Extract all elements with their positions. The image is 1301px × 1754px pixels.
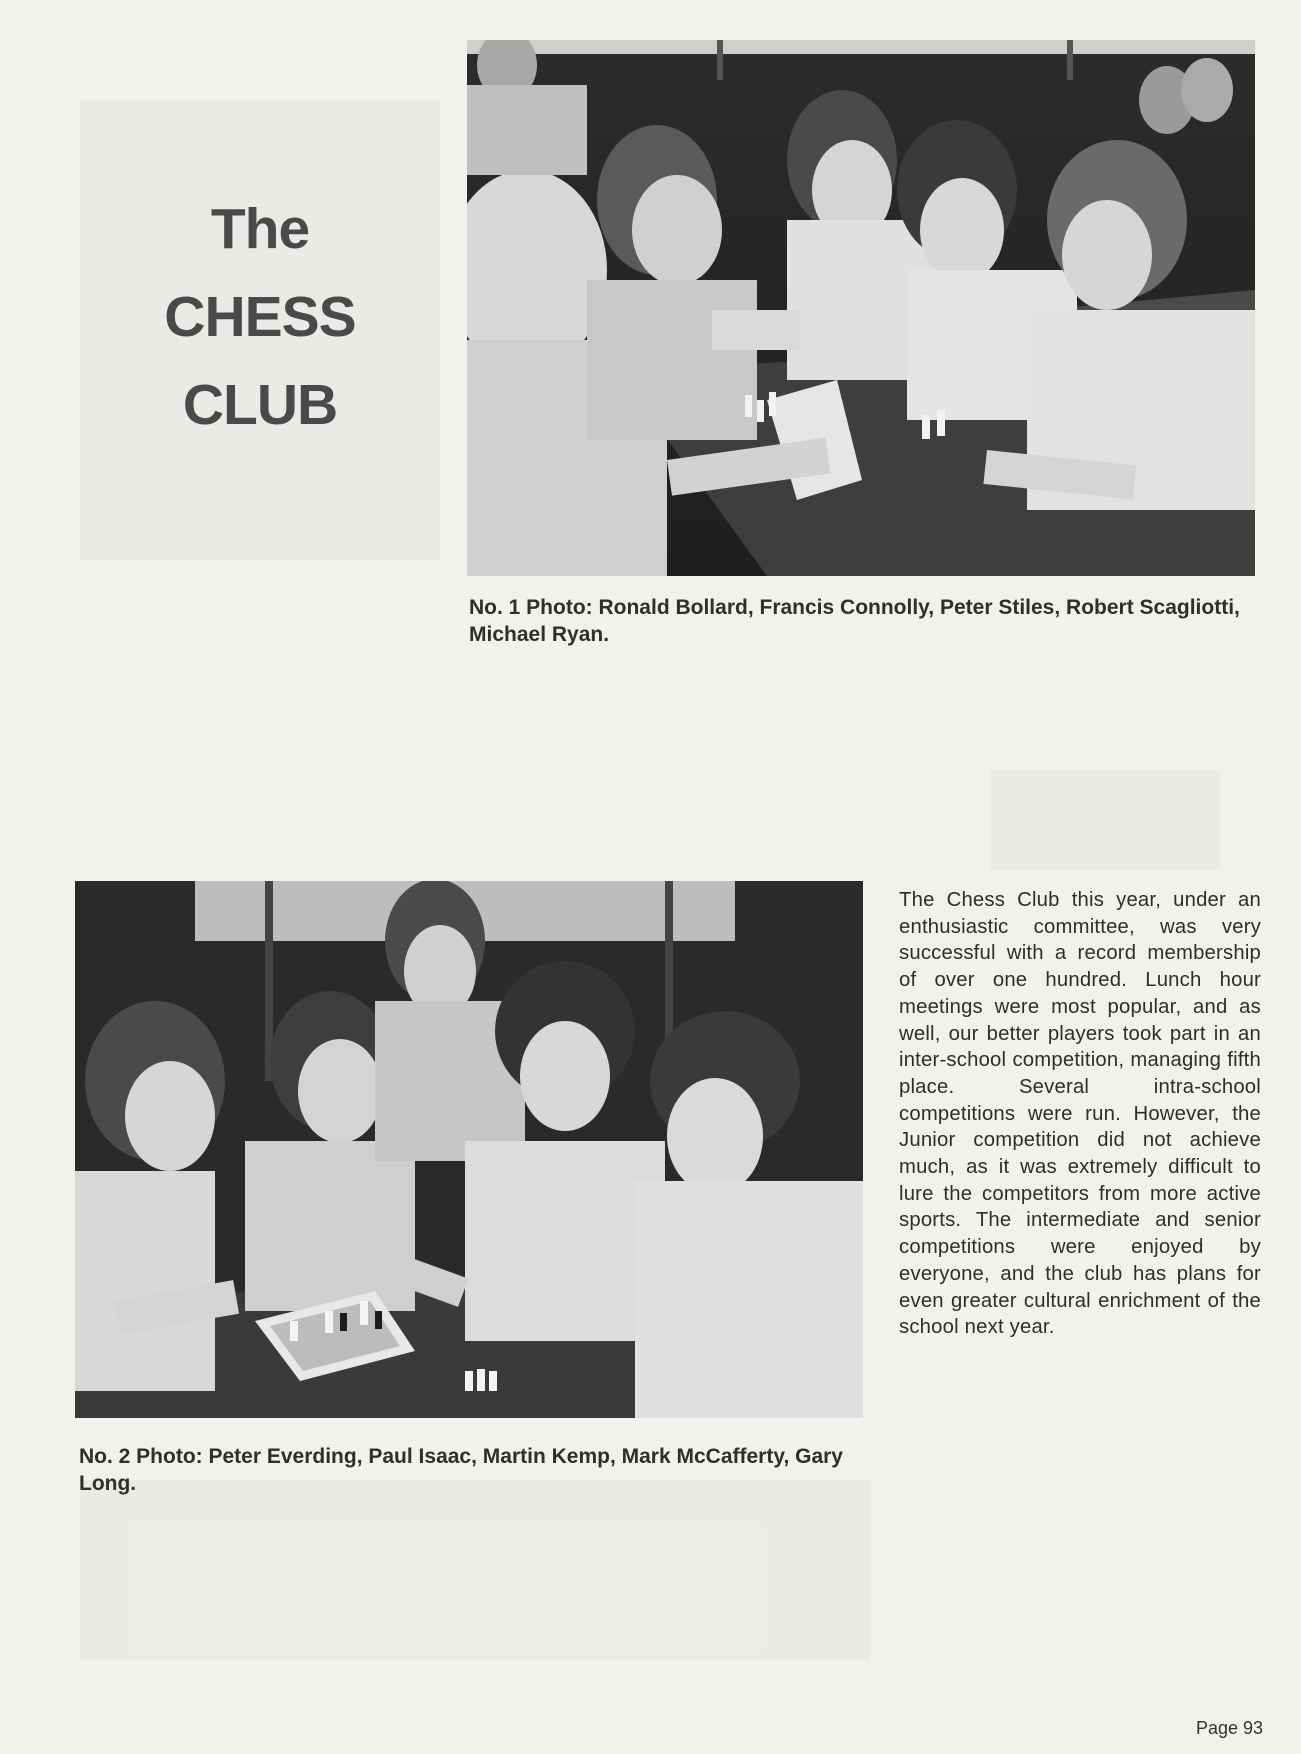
bleed-through-block xyxy=(990,770,1220,870)
article-body: The Chess Club this year, under an enthusiastic committee, was very successful with a record membership of over one hundred. Lunch hour meetings were most popular, and as well, our better players took part in an inter-school competition, managing fifth place. Several intra-school competitions were run. However, the Junior competition did not achieve much, as it was extremely difficult to lure the competitors from more active sports. The intermediate and senior competitions were enjoyed by everyone, and the club has plans for even greater cultural enrichment of the school next year. xyxy=(899,889,1261,1339)
title-line-club: CLUB xyxy=(182,373,338,437)
page-title xyxy=(150,185,370,449)
bleed-through-block xyxy=(80,1480,870,1660)
photo-2-illustration xyxy=(75,881,863,1418)
title-line-the: The xyxy=(210,197,310,261)
page-number: Page 93 xyxy=(1195,1718,1263,1738)
photo-1-illustration xyxy=(467,40,1255,576)
photo-1-caption: No. 1 Photo: Ronald Bollard, Francis Connolly, Peter Stiles, Robert Scagliotti, Michael Ryan. xyxy=(469,596,1240,646)
photo-2-caption: No. 2 Photo: Peter Everding, Paul Isaac, Martin Kemp, Mark McCafferty, Gary Long. xyxy=(79,1445,843,1495)
title-line-chess: CHESS xyxy=(164,285,356,349)
chess-club-photo-1 xyxy=(467,40,1255,576)
chess-club-photo-2 xyxy=(75,881,863,1418)
